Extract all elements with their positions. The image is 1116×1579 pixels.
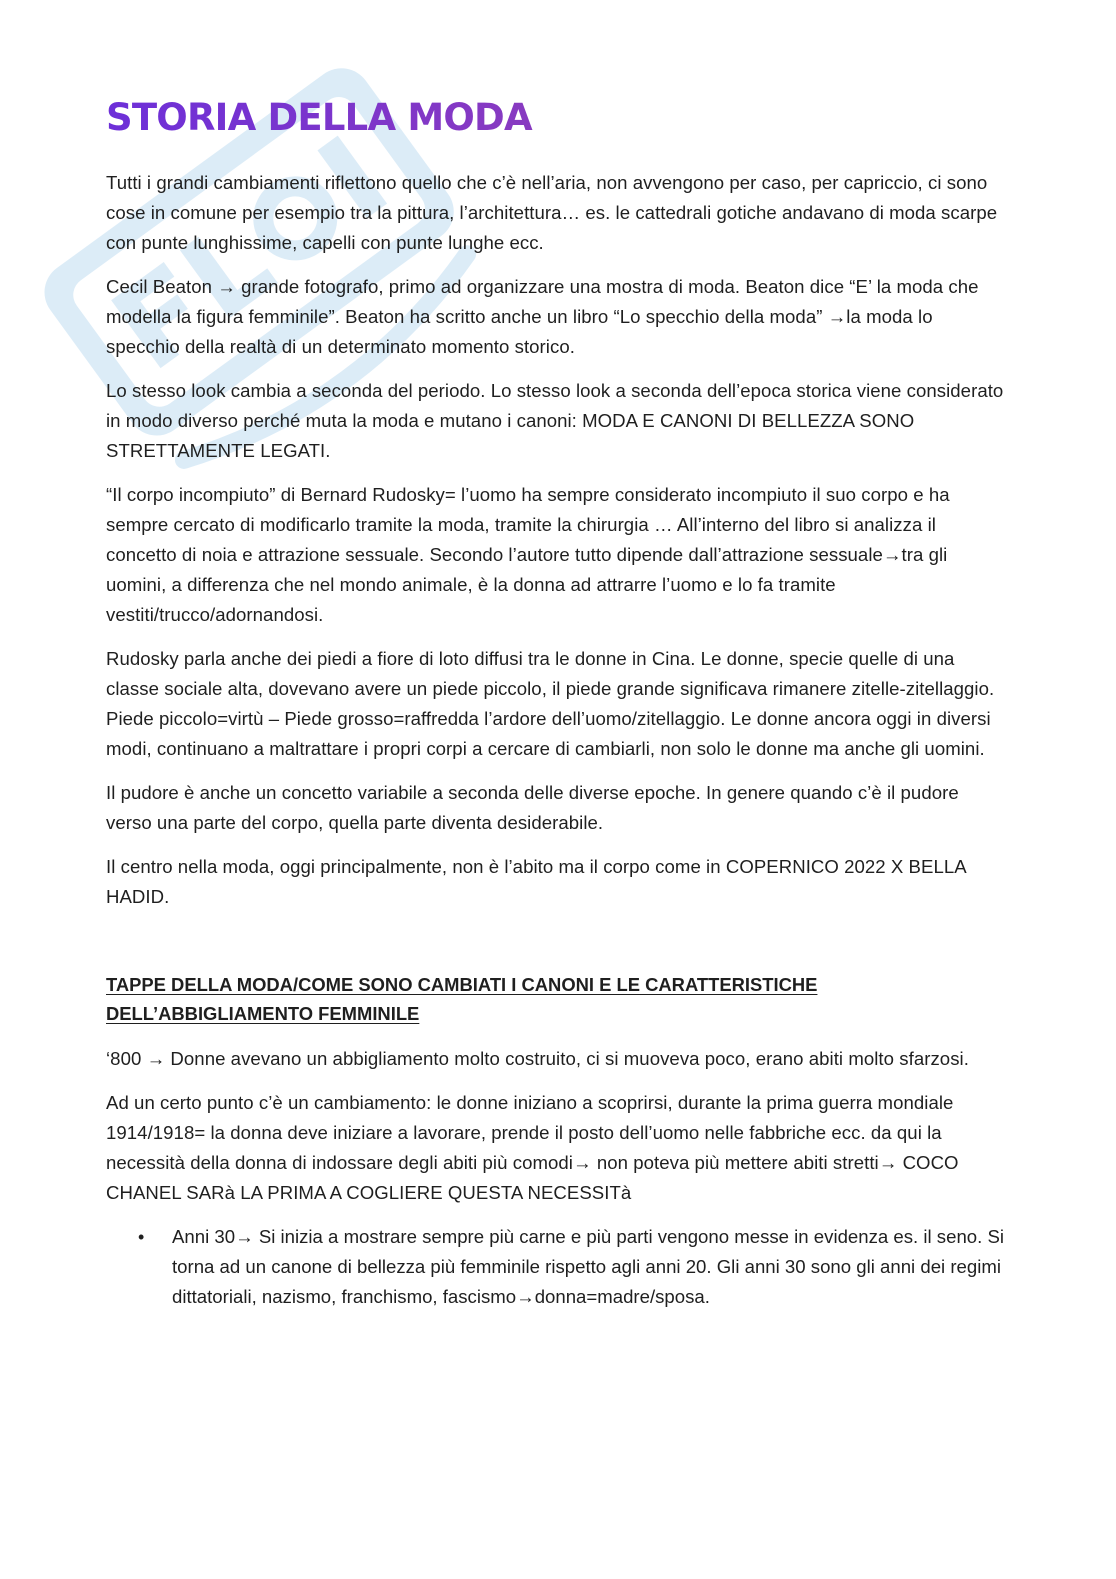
paragraph-cecil-beaton: Cecil Beaton → grande fotografo, primo ad organizzare una mostra di moda. Beaton dice “E’ la moda che modella la figura femminile”. Beaton ha scritto anche un libro “Lo specchio della moda” →la moda lo specchio della realtà di un determinato momento storico. [106, 276, 979, 358]
list-item-text: Anni 30→ Si inizia a mostrare sempre più carne e più parti vengono messe in evidenza es. il seno. Si torna ad un canone di bellezza più femminile rispetto agli anni 20. Gli anni 30 sono gli anni dei regimi dittatoriali, nazismo, franchismo, fascismo→donna=madre/sposa. [172, 1226, 1004, 1308]
section-heading: TAPPE DELLA MODA/COME SONO CAMBIATI I CANONI E LE CARATTERISTICHE DELL’ABBIGLIAMENTO FEMMINILE [106, 974, 818, 1025]
list-item [106, 1222, 1006, 1312]
document-page [106, 96, 1006, 1312]
bullet-icon: • [138, 1227, 145, 1248]
document-title: STORIA DELLA MODA [106, 96, 1006, 140]
paragraph-pudore: Il pudore è anche un concetto variabile a seconda delle diverse epoche. In genere quando c’è il pudore verso una parte del corpo, quella parte diventa desiderabile. [106, 782, 959, 834]
paragraph-ottocento: ‘800 → Donne avevano un abbigliamento molto costruito, ci si muoveva poco, erano abiti molto sfarzosi. [106, 1048, 969, 1070]
bullet-list [106, 1222, 1006, 1312]
paragraph-piedi-fiore-di-loto: Rudosky parla anche dei piedi a fiore di loto diffusi tra le donne in Cina. Le donne, specie quelle di una classe sociale alta, dovevano avere un piede piccolo, il piede grande significava rimanere zitelle-zitellaggio. Piede piccolo=virtù – Piede grosso=raffredda l’ardore dell’uomo/zitellaggio. Le donne ancora oggi in diversi modi, continuano a maltrattare i propri corpi a cercare di cambiarli, non solo le donne ma anche gli uomini. [106, 648, 995, 760]
paragraph-intro: Tutti i grandi cambiamenti riflettono quello che c’è nell’aria, non avvengono per caso, per capriccio, ci sono cose in comune per esempio tra la pittura, l’architettura… es. le cattedrali gotiche andavano di moda scarpe con punte lunghissime, capelli con punte lunghe ecc. [106, 172, 998, 254]
paragraph-look-periods: Lo stesso look cambia a seconda del periodo. Lo stesso look a seconda dell’epoca storica viene considerato in modo diverso perché muta la moda e mutano i canoni: MODA E CANONI DI BELLEZZA SONO STRETTAMENTE LEGATI. [106, 380, 1004, 462]
paragraph-corpo-incompiuto: “Il corpo incompiuto” di Bernard Rudosky= l’uomo ha sempre considerato incompiuto il suo corpo e ha sempre cercato di modificarlo tramite la moda, tramite la chirurgia … All’interno del libro si analizza il concetto di noia e attrazione sessuale. Secondo l’autore tutto dipende dall’attrazione sessuale→tra gli uomini, a differenza che nel mondo animale, è la donna ad attrarre l’uomo e lo fa tramite vestiti/trucco/adornandosi. [106, 484, 950, 626]
paragraph-centro-moda: Il centro nella moda, oggi principalmente, non è l’abito ma il corpo come in COPERNICO 2022 X BELLA HADID. [106, 856, 966, 908]
paragraph-cambiamento-guerra: Ad un certo punto c’è un cambiamento: le donne iniziano a scoprirsi, durante la prima guerra mondiale 1914/1918= la donna deve iniziare a lavorare, prende il posto dell’uomo nelle fabbriche ecc. da qui la necessità della donna di indossare degli abiti più comodi→ non poteva più mettere abiti stretti→ COCO CHANEL SARà LA PRIMA A COGLIERE QUESTA NECESSITà [106, 1092, 959, 1204]
